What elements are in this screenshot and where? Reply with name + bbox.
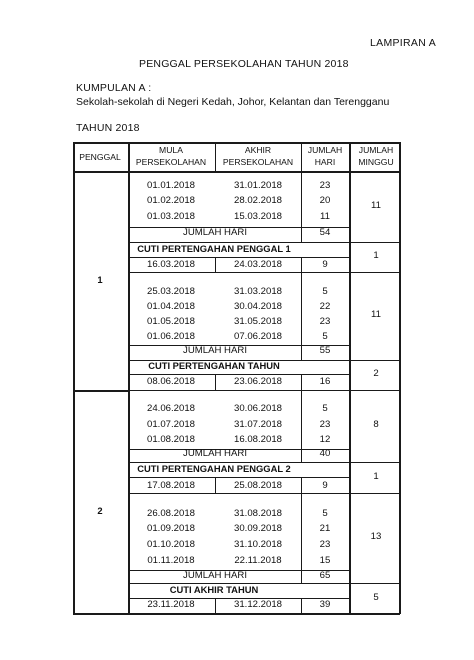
block-separator bbox=[128, 390, 400, 391]
start-date-cell: 24.06.2018 bbox=[146, 403, 196, 414]
days-column-rule bbox=[301, 374, 302, 390]
end-date-cell: 23.06.2018 bbox=[233, 376, 283, 387]
start-date-cell: 26.08.2018 bbox=[146, 508, 196, 519]
end-date-cell: 16.08.2018 bbox=[233, 434, 283, 445]
attachment-label: LAMPIRAN A bbox=[370, 37, 437, 49]
start-date-cell: 01.02.2018 bbox=[146, 195, 196, 206]
group-description: Sekolah-sekolah di Negeri Kedah, Johor, Kelantan dan Terengganu bbox=[76, 96, 390, 108]
holiday-name: CUTI PERTENGAHAN PENGGAL 1 bbox=[137, 243, 291, 254]
holiday-rule bbox=[128, 374, 349, 375]
start-date-cell: 17.08.2018 bbox=[146, 480, 196, 491]
header-divider bbox=[301, 142, 302, 172]
start-date-cell: 08.06.2018 bbox=[146, 376, 196, 387]
end-date-cell: 31.03.2018 bbox=[233, 286, 283, 297]
start-date-cell: 01.10.2018 bbox=[146, 539, 196, 550]
days-column-rule bbox=[301, 598, 302, 614]
start-date-cell: 16.03.2018 bbox=[146, 259, 196, 270]
date-column-rule bbox=[215, 598, 216, 614]
start-date-cell: 25.03.2018 bbox=[146, 286, 196, 297]
days-column-rule bbox=[301, 449, 302, 462]
end-date-cell: 07.06.2018 bbox=[233, 331, 283, 342]
term-separator bbox=[73, 390, 128, 392]
header-jumlah-minggu: JUMLAH MINGGU bbox=[358, 145, 394, 167]
table-right-border bbox=[399, 142, 401, 614]
end-date-cell: 31.08.2018 bbox=[233, 508, 283, 519]
year-label: TAHUN 2018 bbox=[76, 122, 140, 134]
weeks-cell: 1 bbox=[373, 470, 379, 482]
days-cell: 23 bbox=[319, 180, 331, 191]
total-label: JUMLAH HARI bbox=[183, 570, 247, 581]
penggal-column-border bbox=[128, 142, 130, 614]
start-date-cell: 01.09.2018 bbox=[146, 523, 196, 534]
weeks-cell: 11 bbox=[371, 309, 381, 320]
start-date-cell: 01.11.2018 bbox=[147, 555, 195, 566]
end-date-cell: 31.12.2018 bbox=[233, 599, 283, 610]
date-column-rule bbox=[215, 257, 216, 272]
days-cell: 5 bbox=[322, 403, 328, 414]
end-date-cell: 15.03.2018 bbox=[233, 211, 283, 222]
days-cell: 23 bbox=[319, 316, 331, 327]
days-cell: 23 bbox=[319, 539, 331, 550]
days-cell: 20 bbox=[319, 195, 331, 206]
end-date-cell: 30.09.2018 bbox=[233, 523, 283, 534]
total-days-cell: 54 bbox=[319, 227, 331, 238]
end-date-cell: 25.08.2018 bbox=[233, 480, 283, 491]
end-date-cell: 31.05.2018 bbox=[233, 316, 283, 327]
holiday-rule bbox=[128, 477, 349, 478]
total-days-cell: 65 bbox=[319, 570, 331, 581]
end-date-cell: 31.07.2018 bbox=[233, 419, 283, 430]
start-date-cell: 01.05.2018 bbox=[146, 316, 196, 327]
weeks-cell: 5 bbox=[373, 591, 379, 603]
days-column-rule bbox=[301, 272, 302, 345]
group-label: KUMPULAN A : bbox=[76, 82, 152, 94]
days-column-rule bbox=[301, 227, 302, 242]
header-bottom-border bbox=[73, 171, 400, 173]
total-days-cell: 55 bbox=[319, 345, 331, 356]
days-column-rule bbox=[301, 172, 302, 227]
weeks-cell: 13 bbox=[370, 531, 382, 542]
days-cell: 23 bbox=[319, 419, 331, 430]
date-column-rule bbox=[215, 374, 216, 390]
days-column-rule bbox=[301, 493, 302, 570]
header-akhir: AKHIR PERSEKOLAHAN bbox=[222, 145, 294, 167]
date-column-rule bbox=[215, 477, 216, 493]
page-title: PENGGAL PERSEKOLAHAN TAHUN 2018 bbox=[139, 58, 349, 70]
header-penggal: PENGGAL bbox=[79, 152, 121, 162]
days-cell: 12 bbox=[319, 434, 331, 445]
table-left-border bbox=[73, 142, 75, 614]
block-separator bbox=[128, 493, 400, 494]
table-bottom-border bbox=[73, 613, 400, 615]
end-date-cell: 24.03.2018 bbox=[233, 259, 283, 270]
days-cell: 5 bbox=[322, 331, 328, 342]
minggu-column-border bbox=[349, 142, 351, 614]
weeks-cell: 11 bbox=[371, 200, 381, 211]
end-date-cell: 22.11.2018 bbox=[234, 555, 282, 566]
start-date-cell: 01.07.2018 bbox=[146, 419, 196, 430]
start-date-cell: 01.01.2018 bbox=[146, 180, 196, 191]
end-date-cell: 30.04.2018 bbox=[233, 301, 283, 312]
days-cell: 11 bbox=[320, 211, 330, 222]
holiday-rule bbox=[128, 257, 349, 258]
header-divider bbox=[215, 142, 216, 172]
days-cell: 16 bbox=[319, 376, 331, 387]
start-date-cell: 01.04.2018 bbox=[146, 301, 196, 312]
total-days-cell: 40 bbox=[319, 448, 331, 459]
days-cell: 5 bbox=[322, 286, 328, 297]
end-date-cell: 31.10.2018 bbox=[233, 539, 283, 550]
days-column-rule bbox=[301, 390, 302, 449]
header-mula: MULA PERSEKOLAHAN bbox=[135, 145, 207, 167]
days-cell: 15 bbox=[319, 555, 331, 566]
days-cell: 21 bbox=[319, 523, 331, 534]
start-date-cell: 23.11.2018 bbox=[147, 599, 195, 610]
term-number: 2 bbox=[97, 505, 103, 516]
end-date-cell: 28.02.2018 bbox=[233, 195, 283, 206]
start-date-cell: 01.03.2018 bbox=[146, 211, 196, 222]
days-cell: 5 bbox=[322, 508, 328, 519]
holiday-name: CUTI PERTENGAHAN TAHUN bbox=[148, 360, 280, 371]
days-cell: 9 bbox=[322, 480, 328, 491]
days-cell: 9 bbox=[322, 259, 328, 270]
days-column-rule bbox=[301, 345, 302, 360]
days-column-rule bbox=[301, 257, 302, 272]
days-column-rule bbox=[301, 477, 302, 493]
total-label: JUMLAH HARI bbox=[183, 448, 247, 459]
total-label: JUMLAH HARI bbox=[183, 227, 247, 238]
end-date-cell: 31.01.2018 bbox=[233, 180, 283, 191]
holiday-name: CUTI AKHIR TAHUN bbox=[169, 584, 259, 595]
header-jumlah-hari: JUMLAH HARI bbox=[307, 145, 343, 167]
start-date-cell: 01.06.2018 bbox=[146, 331, 196, 342]
weeks-cell: 1 bbox=[373, 250, 379, 261]
days-cell: 39 bbox=[319, 599, 331, 610]
holiday-name: CUTI PERTENGAHAN PENGGAL 2 bbox=[137, 463, 291, 474]
weeks-cell: 8 bbox=[373, 419, 379, 430]
total-label: JUMLAH HARI bbox=[183, 345, 247, 356]
start-date-cell: 01.08.2018 bbox=[146, 434, 196, 445]
end-date-cell: 30.06.2018 bbox=[233, 403, 283, 414]
days-column-rule bbox=[301, 570, 302, 583]
weeks-cell: 2 bbox=[373, 368, 379, 379]
term-number: 1 bbox=[97, 274, 103, 285]
days-cell: 22 bbox=[319, 301, 331, 312]
block-separator bbox=[128, 272, 400, 273]
